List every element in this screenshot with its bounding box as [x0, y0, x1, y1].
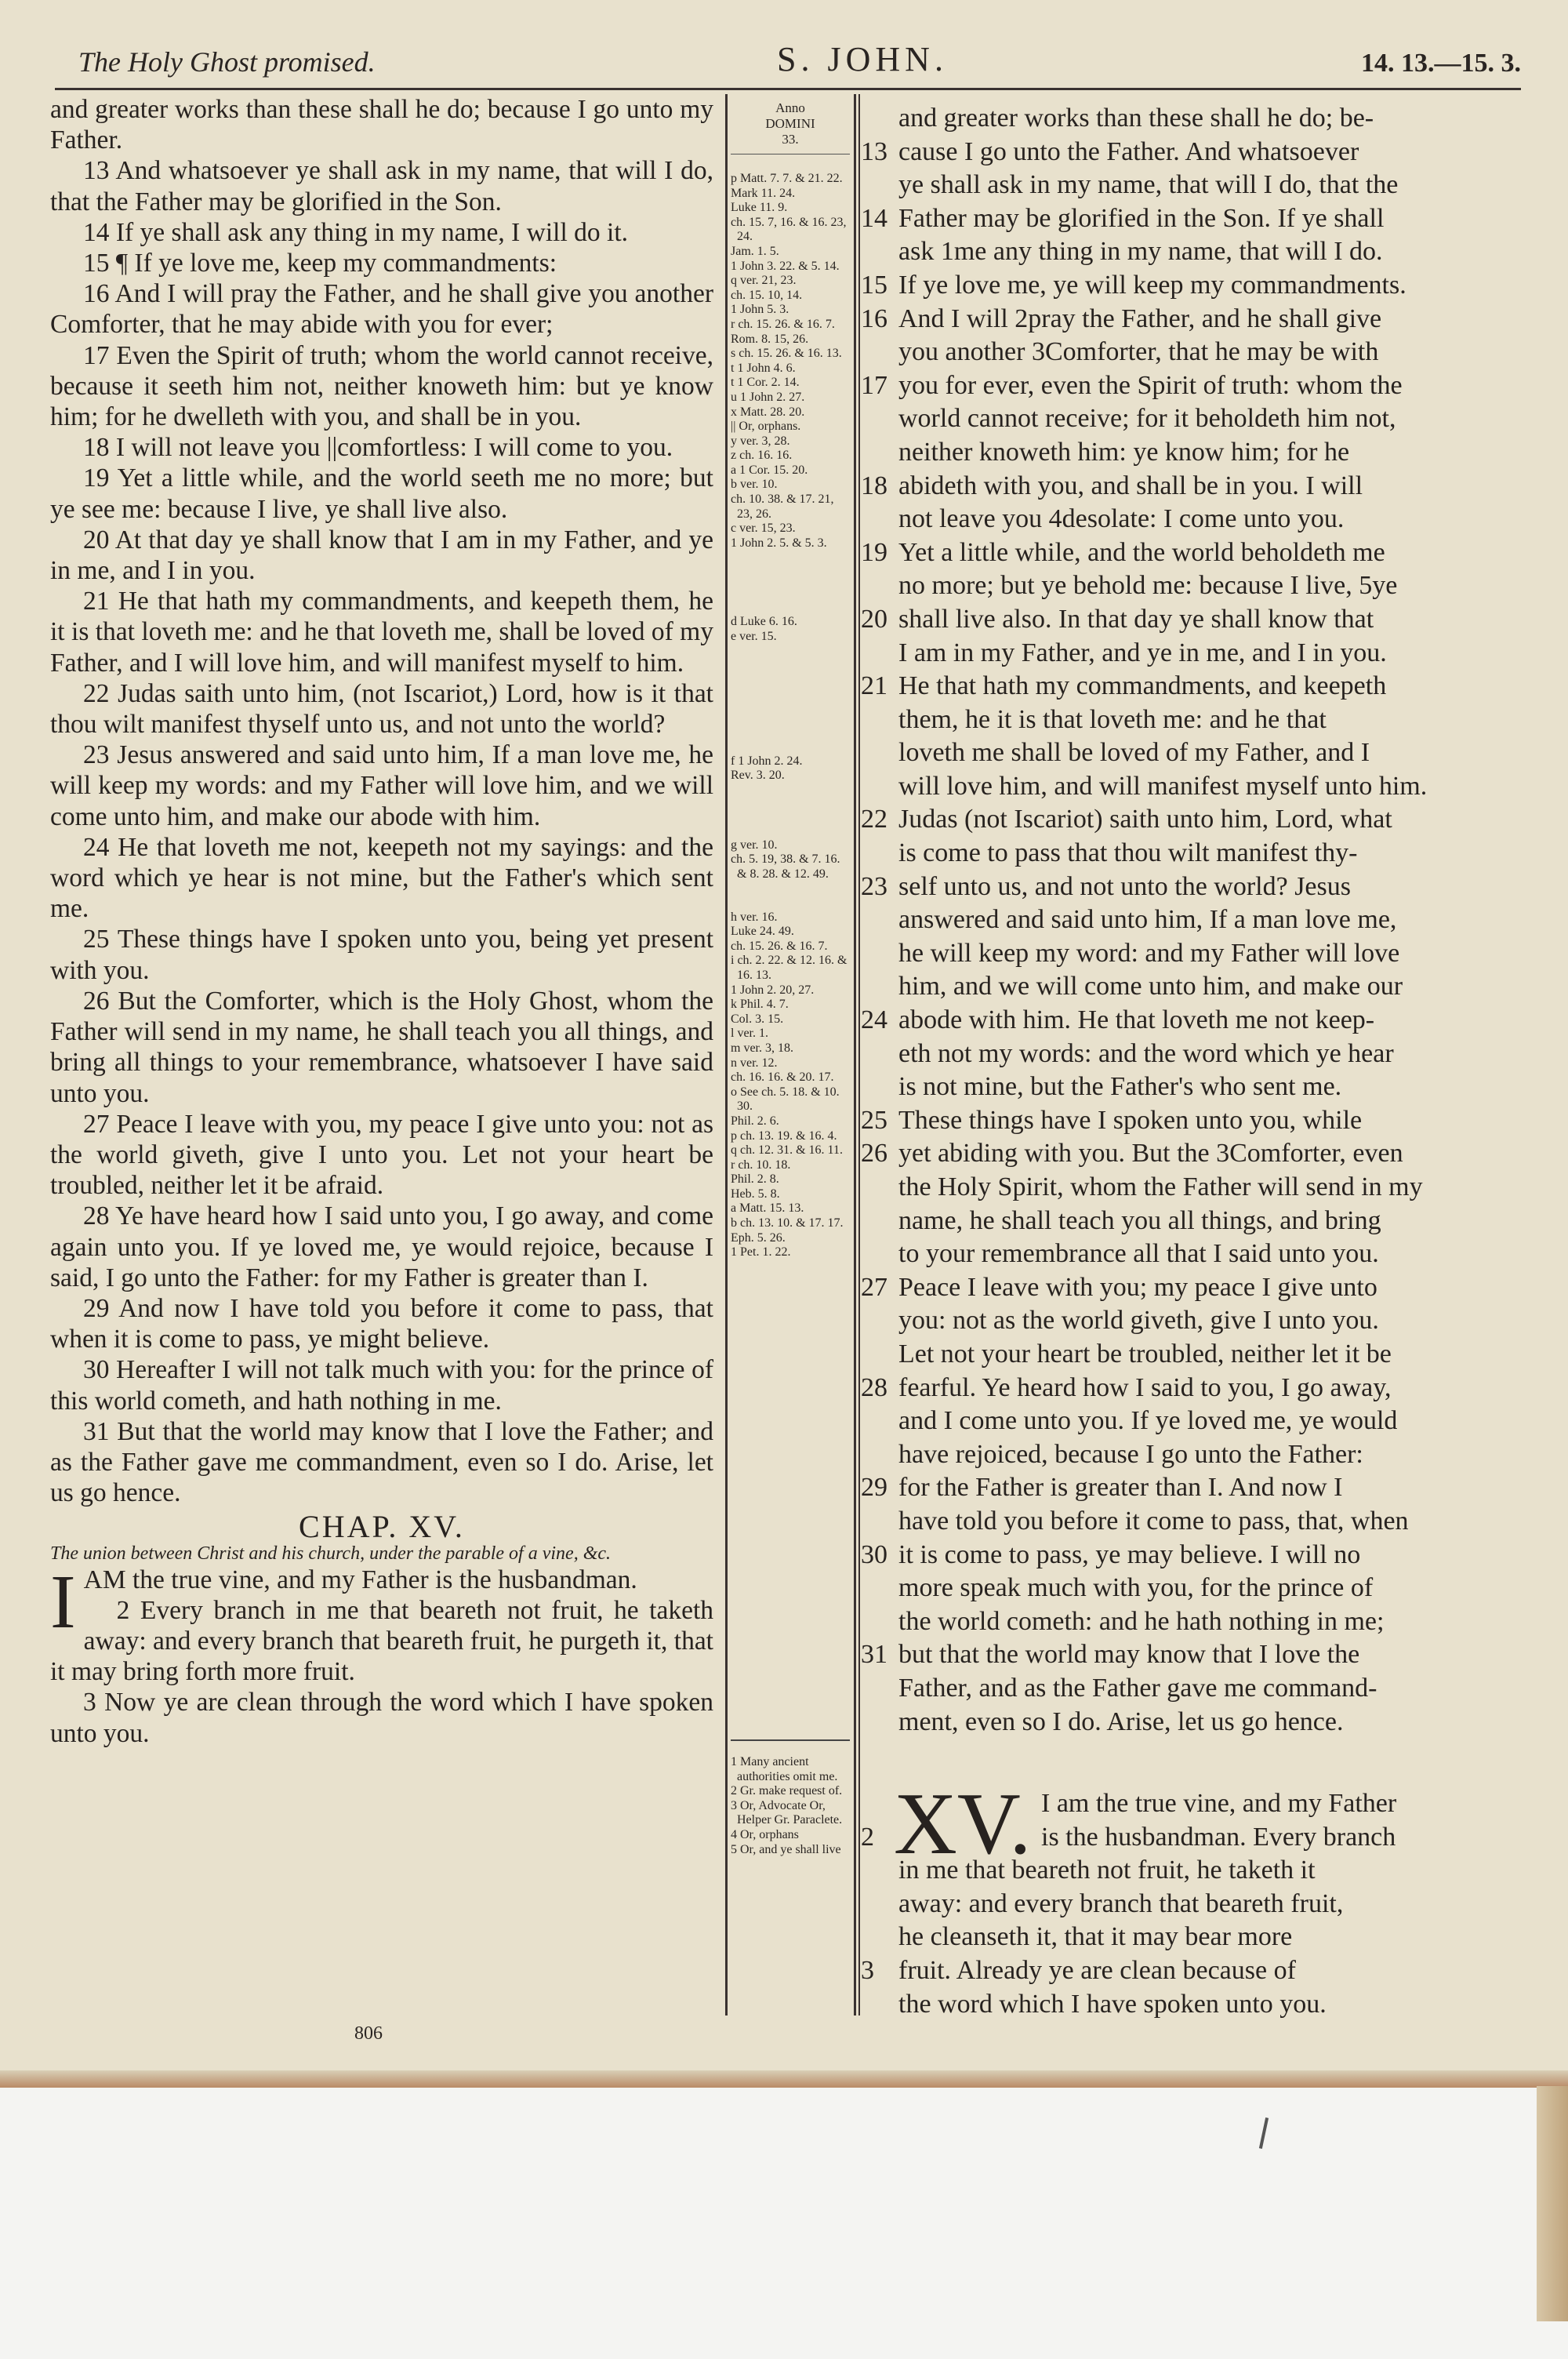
margin-reference: Luke 24. 49.: [731, 925, 794, 939]
text-line: [861, 1854, 1513, 1888]
margin-reference: ch. 15. 7, 16. & 16. 23, 24.: [731, 215, 847, 244]
verse-27: 27 Peace I leave with you, my peace I give unto you: not as the world giveth, give I unto you. Let not your heart be troubled, neither let it be afraid.: [50, 1109, 713, 1201]
text-line: [861, 102, 1513, 136]
margin-reference: 1 Many ancient authorities omit me.: [731, 1755, 838, 1783]
verse-number: 15: [861, 270, 887, 300]
line-text: These things have I spoken unto you, while: [898, 1105, 1363, 1135]
line-text: eth not my words: and the word which ye hear: [898, 1038, 1394, 1068]
header-rule: [55, 88, 1521, 90]
line-text: more speak much with you, for the prince of: [898, 1573, 1374, 1603]
line-text: abideth with you, and shall be in you. I will: [898, 471, 1363, 500]
margin-reference: 1 John 2. 5. & 5. 3.: [731, 536, 827, 550]
chapter-summary: The union between Christ and his church, under the parable of a vine, &c.: [50, 1543, 612, 1564]
margin-reference: ch. 15. 10, 14.: [731, 288, 803, 302]
text-line: [861, 1171, 1513, 1205]
text-line: [861, 1706, 1513, 1739]
text-line: [861, 937, 1513, 971]
line-text: ask 1me any thing in my name, that will I do.: [898, 237, 1383, 267]
line-text: have rejoiced, because I go unto the Father:: [898, 1439, 1363, 1469]
verse-number: 13: [861, 136, 887, 166]
margin-reference: 5 Or, and ye shall live: [731, 1842, 841, 1856]
background-below-page: [0, 2088, 1568, 2359]
margin-reference: r ch. 10. 18.: [731, 1158, 791, 1172]
margin-reference: f 1 John 2. 24.: [731, 754, 803, 768]
line-text: name, he shall teach you all things, and bring: [898, 1205, 1381, 1235]
text-line: [861, 269, 1513, 303]
margin-reference: q ch. 12. 31. & 16. 11.: [731, 1143, 843, 1158]
text-line: [861, 1070, 1513, 1104]
line-text: he will keep my word: and my Father will love: [898, 938, 1400, 968]
text-line: [861, 1821, 1513, 1855]
kjv-column: [50, 94, 713, 1749]
verse-14: 14 If ye shall ask any thing in my name, I will do it.: [83, 217, 629, 247]
line-text: you: not as the world giveth, give I unto you.: [898, 1306, 1379, 1336]
chapter-heading: CHAP. XV.: [299, 1509, 465, 1545]
verse-number: 3: [861, 1956, 874, 1986]
verse-number: 16: [861, 304, 887, 333]
line-text: is not mine, but the Father's who sent me.: [898, 1072, 1342, 1102]
text-line: [861, 1572, 1513, 1605]
text-line: [861, 1438, 1513, 1472]
revised-column: [861, 102, 1513, 2021]
text-line: [861, 871, 1513, 904]
line-text: cause I go unto the Father. And whatsoever: [898, 136, 1359, 166]
line-text: you for ever, even the Spirit of truth: whom the: [898, 370, 1403, 400]
margin-reference: ch. 10. 38. & 17. 21, 23, 26.: [731, 493, 834, 521]
verse-number: 29: [861, 1473, 887, 1503]
margin-reference: i ch. 2. 22. & 12. 16. & 16. 13.: [731, 954, 848, 982]
text-line: [861, 803, 1513, 837]
line-text: fruit. Already ye are clean because of: [898, 1956, 1296, 1986]
column-rule: [854, 94, 856, 2016]
verse-number: 31: [861, 1640, 887, 1670]
text-line: [861, 1372, 1513, 1405]
verse-25: 25 These things have I spoken unto you, being yet present with you.: [50, 925, 713, 985]
line-text: ye shall ask in my name, that will I do, that the: [898, 170, 1399, 200]
line-text: yet abiding with you. But the 3Comforter, even: [898, 1139, 1403, 1169]
verse-18: 18 I will not leave you ||comfortless: I will come to you.: [83, 433, 673, 463]
revised-chapter-15: [861, 1776, 1513, 2021]
margin-reference: 2 Gr. make request of.: [731, 1784, 843, 1798]
text-line: [861, 1888, 1513, 1921]
verse-16: 16 And I will pray the Father, and he shall give you another Comforter, that he may abide with you for ever;: [50, 279, 713, 340]
verse-17: 17 Even the Spirit of truth; whom the world cannot receive, because it seeth him not, neither knoweth him: but ye know him; for he dwelleth with you, and shall be in you.: [50, 340, 713, 432]
text-line: [861, 1471, 1513, 1505]
line-text: no more; but ye behold me: because I live, 5ye: [898, 571, 1398, 601]
line-text: fearful. Ye heard how I said to you, I go away,: [898, 1372, 1392, 1402]
verse-number: 27: [861, 1272, 887, 1302]
margin-reference: p ch. 13. 19. & 16. 4.: [731, 1129, 837, 1143]
text-line: [861, 1405, 1513, 1438]
header-range: 14. 13.—15. 3.: [1361, 49, 1521, 78]
text-line: [861, 1338, 1513, 1372]
header-subject: The Holy Ghost promised.: [78, 46, 376, 78]
margin-reference: Rev. 3. 20.: [731, 769, 785, 783]
verse-30: 30 Hereafter I will not talk much with you: for the prince of this world cometh, and hath nothing in me.: [50, 1355, 713, 1416]
verse-26: 26 But the Comforter, which is the Holy Ghost, whom the Father will send in my name, he shall teach you all things, and bring all things to your remembrance, whatsoever I have said unto you.: [50, 986, 713, 1108]
line-text: and I come unto you. If ye loved me, ye would: [898, 1406, 1398, 1436]
margin-reference: ch. 15. 26. & 16. 7.: [731, 939, 828, 953]
verse-number: 26: [861, 1139, 887, 1169]
line-text: Yet a little while, and the world beholdeth me: [898, 537, 1385, 567]
verse-text: and greater works than these shall he do; because I go unto my Father.: [50, 95, 713, 155]
verse-28: 28 Ye have heard how I said unto you, I go away, and come again unto you. If ye loved me, ye would rejoice, because I said, I go unto the Father: for my Father is greater than I.: [50, 1201, 713, 1292]
margin-reference: 3 Or, Advocate Or, Helper Gr. Paraclete.: [731, 1798, 843, 1827]
margin-reference: q ver. 21, 23.: [731, 274, 797, 288]
margin-reference: x Matt. 28. 20.: [731, 405, 805, 419]
verse-number: 14: [861, 203, 887, 233]
verse-number: 19: [861, 537, 887, 567]
verse-number: 17: [861, 370, 887, 400]
margin-reference: || Or, orphans.: [731, 420, 801, 434]
line-text: I am in my Father, and ye in me, and I in you.: [898, 638, 1387, 667]
line-text: Judas (not Iscariot) saith unto him, Lord, what: [898, 805, 1392, 834]
text-line: [861, 1988, 1513, 2022]
column-rule: [725, 94, 728, 2016]
margin-reference: d Luke 6. 16.: [731, 615, 797, 629]
text-line: [861, 569, 1513, 603]
margin-reference: s ch. 15. 26. & 16. 13.: [731, 347, 842, 361]
verse-22: 22 Judas saith unto him, (not Iscariot,) Lord, how is it that thou wilt manifest thyself unto us, and not unto the world?: [50, 678, 713, 740]
text-line: [861, 402, 1513, 436]
text-line: [861, 136, 1513, 169]
header-book: S. JOHN.: [777, 40, 948, 78]
margin-reference: h ver. 16.: [731, 910, 778, 924]
text-line: [861, 503, 1513, 536]
verse-number: 22: [861, 805, 887, 834]
verse-1-text: AM the true vine, and my Father is the husbandman.: [83, 1565, 637, 1594]
text-line: [861, 336, 1513, 369]
verse-20: 20 At that day ye shall know that I am in my Father, and ye in me, and I in you.: [50, 525, 713, 586]
line-text: the word which I have spoken unto you.: [898, 1989, 1327, 2019]
text-line: [861, 1605, 1513, 1639]
text-line: [861, 303, 1513, 336]
footnotes: [731, 1739, 850, 1857]
verse-21: 21 He that hath my commandments, and keepeth them, he it is that loveth me: and he that loveth me, shall be loved of my Father, and I will love him, and will manifest myself to him.: [50, 587, 713, 678]
line-text: And I will 2pray the Father, and he shall give: [898, 304, 1382, 333]
text-line: [861, 1271, 1513, 1305]
margin-reference: a 1 Cor. 15. 20.: [731, 463, 808, 477]
margin-reference: m ver. 3, 18.: [731, 1041, 793, 1055]
drop-cap: I: [50, 1559, 76, 1645]
line-text: If ye love me, ye will keep my commandments.: [898, 270, 1406, 300]
text-line: [861, 1304, 1513, 1338]
column-rule: [858, 94, 860, 2016]
running-header: [78, 31, 1521, 94]
margin-reference: g ver. 10.: [731, 838, 778, 852]
chapter-number: XV.: [894, 1776, 1032, 1874]
chapter-15-verse-2: 2 Every branch in me that beareth not fruit, he taketh away: and every branch that beareth fruit, he purgeth it, that it may bring forth more fruit.: [50, 1595, 713, 1687]
text-line: [861, 1104, 1513, 1138]
margin-reference: z ch. 16. 16.: [731, 449, 793, 463]
line-text: the world cometh: and he hath nothing in me;: [898, 1606, 1385, 1636]
margin-reference: a Matt. 15. 13.: [731, 1201, 804, 1216]
margin-reference: y ver. 3, 28.: [731, 434, 790, 448]
line-text: will love him, and will manifest myself unto him.: [898, 771, 1428, 801]
line-text: He that hath my commandments, and keepeth: [898, 671, 1387, 701]
margin-reference: b ver. 10.: [731, 478, 778, 492]
reference-list: [731, 754, 850, 783]
verse-31: 31 But that the world may know that I love the Father; and as the Father gave me commandment, even so I do. Arise, let us go hence.: [50, 1416, 713, 1508]
text-line: [861, 1921, 1513, 1954]
margin-reference: o See ch. 5. 18. & 10. 30.: [731, 1085, 840, 1114]
text-line: [861, 970, 1513, 1004]
line-text: abode with him. He that loveth me not keep-: [898, 1005, 1375, 1035]
page-edge: [0, 2070, 1568, 2088]
text-line: [861, 1137, 1513, 1171]
margin-reference: p Matt. 7. 7. & 21. 22.: [731, 172, 843, 185]
torn-corner: [1537, 2086, 1568, 2321]
text-line: [861, 670, 1513, 703]
margin-reference: Rom. 8. 15, 26.: [731, 332, 809, 346]
line-text: you another 3Comforter, that he may be with: [898, 337, 1379, 367]
page-number: 806: [354, 2023, 383, 2044]
text-line: [861, 369, 1513, 403]
line-text: Father may be glorified in the Son. If ye shall: [898, 203, 1385, 233]
text-line: [861, 1539, 1513, 1572]
margin-reference: t 1 John 4. 6.: [731, 361, 796, 375]
verse-15: 15 ¶ If ye love me, keep my commandments:: [83, 249, 557, 278]
margin-reference: e ver. 15.: [731, 630, 777, 644]
margin-reference: 1 Pet. 1. 22.: [731, 1245, 791, 1259]
margin-reference: r ch. 15. 26. & 16. 7.: [731, 317, 835, 331]
margin-reference: Jam. 1. 5.: [731, 244, 779, 258]
text-line: [861, 202, 1513, 236]
line-text: the Holy Spirit, whom the Father will send in my: [898, 1172, 1423, 1201]
domini-label: DOMINI: [765, 116, 815, 131]
margin-reference: b ch. 13. 10. & 17. 17.: [731, 1216, 844, 1230]
verse-number: 2: [861, 1822, 874, 1852]
margin-reference: Col. 3. 15.: [731, 1012, 784, 1026]
line-text: self unto us, and not unto the world? Jesus: [898, 871, 1351, 901]
reference-list: [731, 911, 850, 1260]
margin-reference: t 1 Cor. 2. 14.: [731, 376, 800, 390]
margin-reference: k Phil. 4. 7.: [731, 998, 789, 1012]
verse-number: 20: [861, 604, 887, 634]
line-text: have told you before it come to pass, that, when: [898, 1506, 1409, 1536]
line-text: I am the true vine, and my Father: [1041, 1789, 1397, 1819]
year-label: 33.: [782, 132, 799, 147]
verse-24: 24 He that loveth me not, keepeth not my sayings: and the word which ye hear is not mine, but the Father's which sent me.: [50, 832, 713, 924]
margin-reference: Phil. 2. 6.: [731, 1114, 779, 1128]
anno-label: Anno: [775, 100, 805, 115]
text-line: [861, 770, 1513, 804]
margin-reference: 1 John 5. 3.: [731, 303, 789, 317]
line-text: but that the world may know that I love the: [898, 1640, 1360, 1670]
text-line: [861, 235, 1513, 269]
line-text: world cannot receive; for it beholdeth him not,: [898, 404, 1396, 434]
reference-list: [731, 172, 850, 551]
line-text: Peace I leave with you; my peace I give unto: [898, 1272, 1377, 1302]
margin-reference: Phil. 2. 8.: [731, 1172, 779, 1187]
line-text: loveth me shall be loved of my Father, and I: [898, 738, 1370, 768]
text-line: [861, 1238, 1513, 1271]
margin-reference: l ver. 1.: [731, 1027, 768, 1041]
chapter-15-verse-3: 3 Now ye are clean through the word which I have spoken unto you.: [50, 1688, 713, 1748]
line-text: for the Father is greater than I. And now I: [898, 1473, 1343, 1503]
line-text: them, he it is that loveth me: and he that: [898, 704, 1327, 734]
verse-number: 18: [861, 471, 887, 500]
margin-reference: c ver. 15, 23.: [731, 522, 796, 536]
line-text: shall live also. In that day ye shall know that: [898, 604, 1374, 634]
text-line: [861, 637, 1513, 671]
verse-23: 23 Jesus answered and said unto him, If a man love me, he will keep my words: and my Father will love him, and we will come unto him, and make our abode with him.: [50, 740, 713, 831]
verse-number: 25: [861, 1105, 887, 1135]
margin-reference: Eph. 5. 26.: [731, 1230, 786, 1245]
verse-number: 23: [861, 871, 887, 901]
verse-number: 28: [861, 1372, 887, 1402]
line-text: Let not your heart be troubled, neither let it be: [898, 1339, 1392, 1369]
margin-reference: ch. 5. 19, 38. & 7. 16. & 8. 28. & 12. 49.: [731, 852, 840, 881]
line-text: Father, and as the Father gave me command-: [898, 1673, 1377, 1703]
text-line: [861, 1672, 1513, 1706]
verse-13: 13 And whatsoever ye shall ask in my name, that will I do, that the Father may be glorified in the Son.: [50, 156, 713, 216]
text-line: [861, 1038, 1513, 1071]
reference-list: [731, 838, 850, 882]
text-line: [861, 470, 1513, 503]
line-text: in me that beareth not fruit, he taketh it: [898, 1856, 1316, 1885]
text-line: [861, 837, 1513, 871]
reference-list: [731, 615, 850, 644]
text-line: [861, 1505, 1513, 1539]
margin-reference: ch. 16. 16. & 20. 17.: [731, 1070, 834, 1085]
line-text: him, and we will come unto him, and make our: [898, 972, 1403, 1001]
revised-chapter-15-verses: [861, 1787, 1513, 2021]
margin-reference: Heb. 5. 8.: [731, 1187, 780, 1201]
line-text: away: and every branch that beareth fruit,: [898, 1888, 1344, 1918]
line-text: and greater works than these shall he do; be-: [898, 104, 1374, 133]
line-text: he cleanseth it, that it may bear more: [898, 1922, 1293, 1952]
text-line: [861, 1954, 1513, 1988]
line-text: it is come to pass, ye may believe. I will no: [898, 1539, 1361, 1569]
margin-reference: 1 John 2. 20, 27.: [731, 983, 815, 997]
text-line: [861, 603, 1513, 637]
text-line: [861, 736, 1513, 770]
margin-references: [731, 100, 850, 1856]
line-text: ment, even so I do. Arise, let us go hence.: [898, 1707, 1344, 1736]
verse-number: 24: [861, 1005, 887, 1035]
text-line: [861, 1787, 1513, 1821]
text-line: [861, 1205, 1513, 1238]
line-text: neither knoweth him: ye know him; for he: [898, 437, 1350, 467]
text-line: [861, 703, 1513, 737]
line-text: to your remembrance all that I said unto you.: [898, 1239, 1379, 1269]
margin-reference: Luke 11. 9.: [731, 201, 788, 215]
text-line: [861, 169, 1513, 202]
line-text: is come to pass that thou wilt manifest thy-: [898, 838, 1358, 868]
verse-29: 29 And now I have told you before it come to pass, that when it is come to pass, ye might believe.: [50, 1293, 713, 1354]
margin-reference: 1 John 3. 22. & 5. 14.: [731, 259, 840, 273]
verse-19: 19 Yet a little while, and the world seeth me no more; but ye see me: because I live, ye shall live also.: [50, 463, 713, 524]
line-text: answered and said unto him, If a man love me,: [898, 905, 1397, 935]
text-line: [861, 436, 1513, 470]
text-line: [861, 903, 1513, 937]
line-text: not leave you 4desolate: I come unto you.: [898, 504, 1345, 534]
verse-number: 21: [861, 671, 887, 701]
anno-domini: [731, 100, 850, 154]
text-line: [861, 1638, 1513, 1672]
line-text: is the husbandman. Every branch: [1041, 1822, 1396, 1852]
margin-reference: Mark 11. 24.: [731, 186, 796, 200]
text-line: [861, 1004, 1513, 1038]
text-line: [861, 536, 1513, 570]
margin-reference: 4 Or, orphans: [731, 1827, 799, 1841]
margin-reference: n ver. 12.: [731, 1056, 778, 1070]
verse-number: 30: [861, 1539, 887, 1569]
margin-reference: u 1 John 2. 27.: [731, 390, 805, 404]
revised-verses: [861, 102, 1513, 1739]
